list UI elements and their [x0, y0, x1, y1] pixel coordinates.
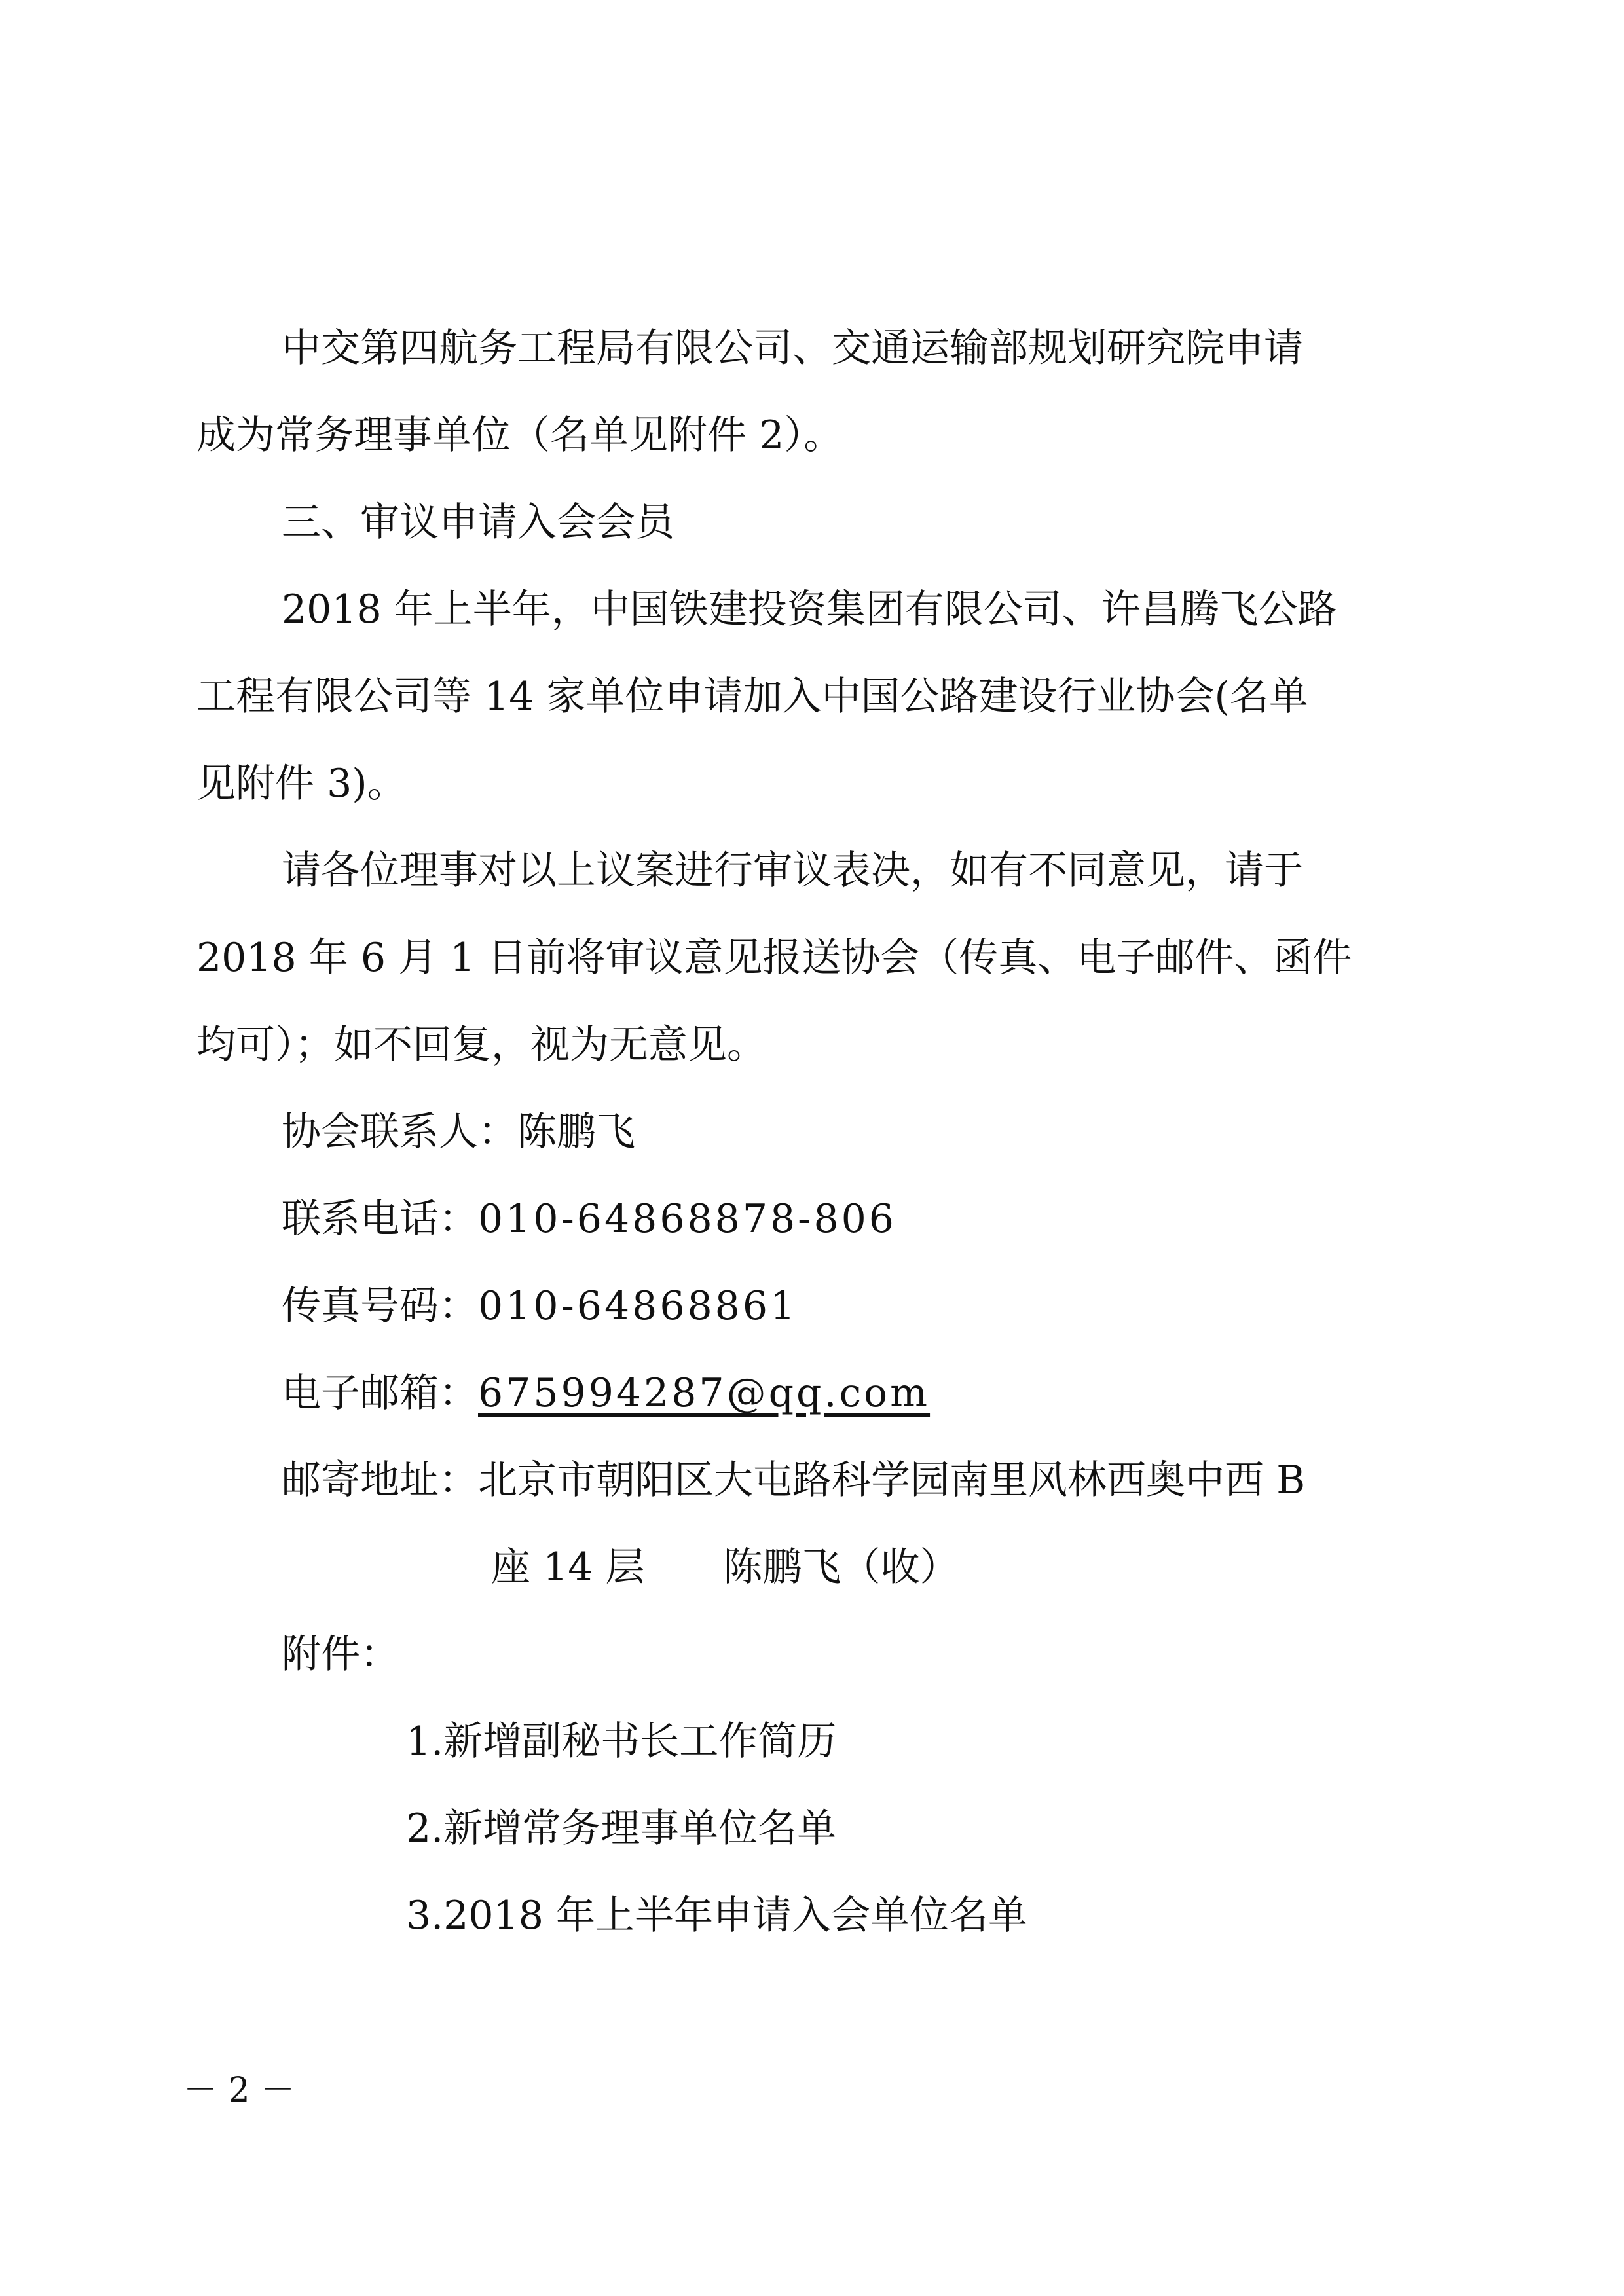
para3-line3: 均可）；如不回复，视为无意见。 — [196, 1022, 766, 1068]
contact-fax-label: 传真号码： — [282, 1283, 478, 1329]
contact-address-label: 邮寄地址： — [282, 1457, 478, 1503]
contact-person-label: 协会联系人： — [282, 1109, 517, 1155]
para3-line2: 2018 年 6 月 1 日前将审议意见报送协会（传真、电子邮件、函件 — [196, 935, 1352, 981]
para1-line1: 中交第四航务工程局有限公司、交通运输部规划研究院申请 — [282, 325, 1303, 371]
contact-address-line2: 座 14 层 陈鹏飞（收） — [491, 1544, 959, 1590]
contact-phone-value: 010-64868878-806 — [478, 1196, 896, 1242]
para1-line2: 成为常务理事单位（名单见附件 2）。 — [196, 412, 843, 458]
contact-email — [282, 1364, 930, 1423]
contact-person — [282, 1102, 635, 1161]
contact-email-link[interactable]: 675994287@qq.com — [478, 1370, 931, 1416]
contact-phone — [282, 1190, 896, 1248]
attachment-item-3: 3.2018 年上半年申请入会单位名单 — [406, 1893, 1028, 1939]
contact-person-value: 陈鹏飞 — [517, 1109, 635, 1155]
page-number: － 2 － — [183, 2071, 295, 2110]
contact-address — [282, 1451, 1305, 1510]
contact-fax-value: 010-64868861 — [478, 1283, 798, 1329]
attachments-label: 附件： — [282, 1631, 399, 1677]
para3-line1: 请各位理事对以上议案进行审议表决，如有不同意见，请于 — [282, 848, 1303, 894]
contact-email-label: 电子邮箱： — [282, 1370, 478, 1416]
contact-address-line1: 北京市朝阳区大屯路科学园南里风林西奥中西 B — [478, 1457, 1306, 1503]
section3-heading: 三、审议申请入会会员 — [282, 500, 674, 545]
attachment-item-1: 1.新增副秘书长工作简历 — [406, 1719, 837, 1764]
para2-line3: 见附件 3)。 — [196, 761, 407, 807]
contact-fax — [282, 1277, 798, 1336]
para2-line1: 2018 年上半年，中国铁建投资集团有限公司、许昌腾飞公路 — [282, 587, 1337, 632]
para2-line2: 工程有限公司等 14 家单位申请加入中国公路建设行业协会(名单 — [196, 674, 1308, 720]
attachment-item-2: 2.新增常务理事单位名单 — [406, 1806, 837, 1851]
contact-phone-label: 联系电话： — [282, 1196, 478, 1242]
